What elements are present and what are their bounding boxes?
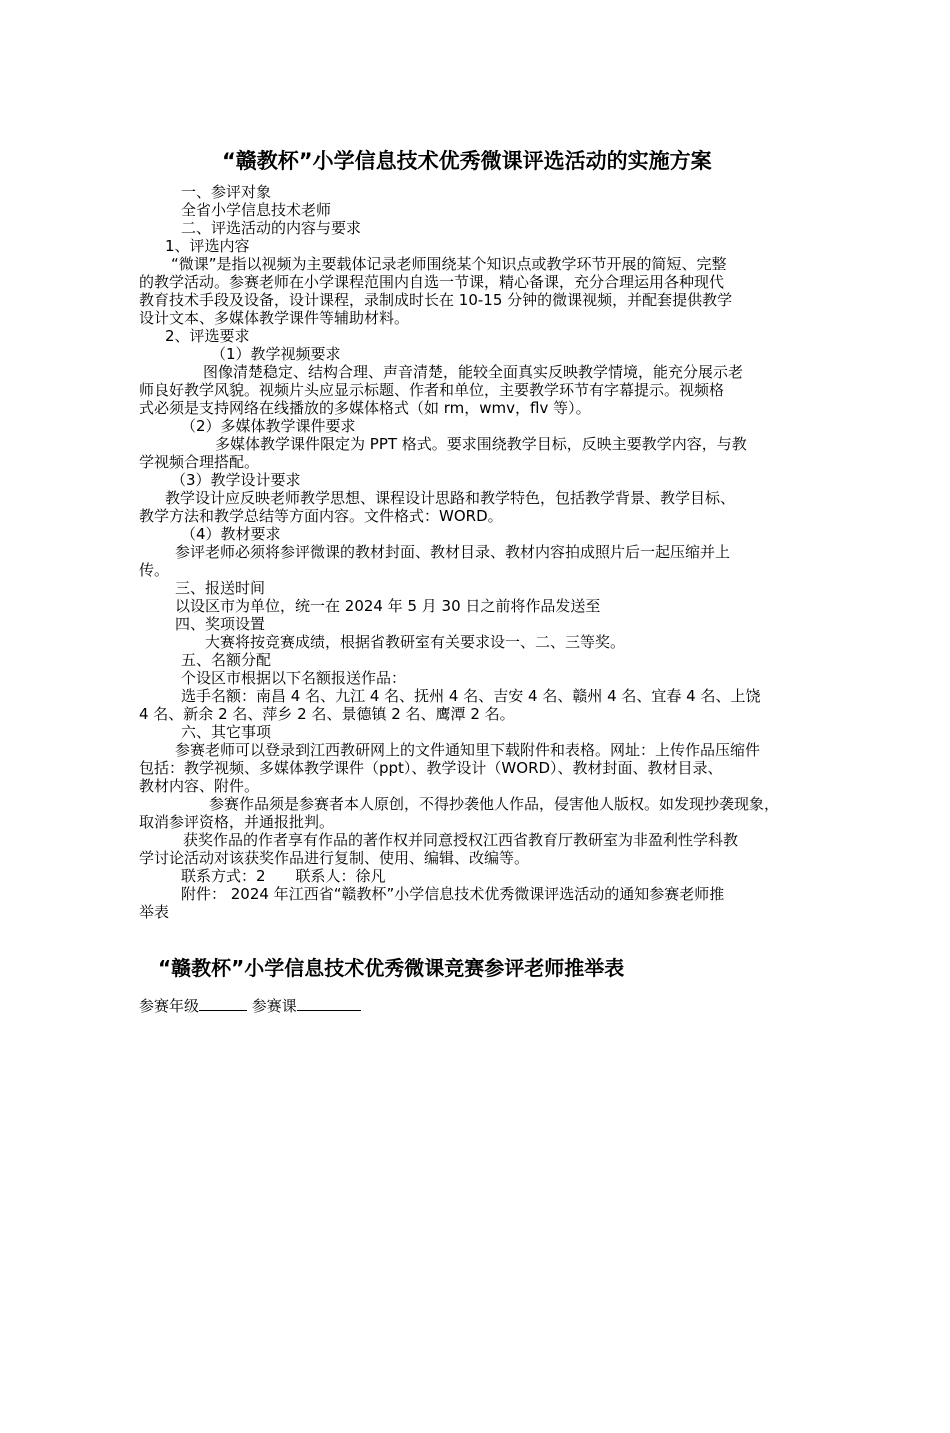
form-fields-row: [139, 996, 361, 1015]
paragraph-line: 学讨论活动对该获奖作品进行复制、使用、编辑、改编等。: [139, 849, 530, 867]
grade-label: 参赛年级: [139, 997, 200, 1015]
paragraph-line: 的教学活动。参赛老师在小学课程范围内自选一节课，精心备课，充分合理运用各种现代: [139, 273, 725, 291]
subsection-heading: 2、评选要求: [165, 327, 250, 345]
paragraph-line: 学视频合理搭配。: [139, 453, 260, 471]
subsection-heading: （1）教学视频要求: [211, 345, 341, 363]
paragraph-line: 图像清楚稳定、结构合理、声音清楚，能较全面真实反映教学情境，能充分展示老: [203, 363, 744, 381]
paragraph-line: 式必须是支持网络在线播放的多媒体格式（如 rm，wmv，flv 等）。: [139, 399, 591, 417]
document-title: “赣教杯”小学信息技术优秀微课评选活动的实施方案: [222, 149, 712, 173]
section-heading: 二、评选活动的内容与要求: [181, 219, 362, 237]
paragraph-line: 以设区市为单位，统一在 2024 年 5 月 30 日之前将作品发送至: [175, 597, 601, 615]
form-title: “赣教杯”小学信息技术优秀微课竞赛参评老师推举表: [158, 956, 625, 980]
grade-blank[interactable]: [199, 996, 247, 1011]
paragraph-line: 教材内容、附件。: [139, 777, 260, 795]
paragraph-line: 传。: [139, 561, 170, 579]
contact-line: 联系方式：2 联系人：徐凡: [181, 867, 386, 885]
subsection-heading: （4）教材要求: [181, 525, 281, 543]
paragraph-line: 获奖作品的作者享有作品的著作权并同意授权江西省教育厅教研室为非盈利性学科教: [183, 831, 739, 849]
paragraph-line: 参赛作品须是参赛者本人原创，不得抄袭他人作品，侵害他人版权。如发现抄袭现象，: [209, 795, 780, 813]
subsection-heading: （3）教学设计要求: [171, 471, 301, 489]
section-heading: 五、名额分配: [181, 651, 272, 669]
subsection-heading: （2）多媒体教学课件要求: [181, 417, 356, 435]
paragraph-line: 参评老师必须将参评微课的教材封面、教材目录、教材内容拍成照片后一起压缩并上: [175, 543, 731, 561]
paragraph-line: 选手名额：南昌 4 名、九江 4 名、抚州 4 名、吉安 4 名、赣州 4 名、宜春 4 名、上饶: [181, 687, 761, 705]
paragraph-line: 教学设计应反映老师教学思想、课程设计思路和教学特色，包括教学背景、教学目标、: [165, 489, 736, 507]
paragraph-line: “微课”是指以视频为主要载体记录老师围绕某个知识点或教学环节开展的简短、完整: [171, 255, 727, 273]
paragraph-line: 教育技术手段及设备，设计课程，录制成时长在 10-15 分钟的微课视频，并配套提供教学: [139, 291, 733, 309]
paragraph-line: 师良好教学风貌。视频片头应显示标题、作者和单位，主要教学环节有字幕提示。视频格: [139, 381, 725, 399]
paragraph-line: 包括：教学视频、多媒体教学课件（ppt）、教学设计（WORD）、教材封面、教材目录、: [139, 759, 723, 777]
paragraph-line: 4 名、新余 2 名、萍乡 2 名、景德镇 2 名、鹰潭 2 名。: [139, 705, 515, 723]
attachment-line: 附件： 2024 年江西省“赣教杯”小学信息技术优秀微课评选活动的通知参赛老师推: [181, 885, 725, 903]
course-label: 参赛课: [251, 997, 297, 1015]
section-heading: 一、参评对象: [181, 183, 272, 201]
section-heading: 四、奖项设置: [175, 615, 266, 633]
paragraph-line: 参赛老师可以登录到江西教研网上的文件通知里下载附件和表格。网址：上传作品压缩件: [175, 741, 761, 759]
paragraph-line: 取消参评资格，并通报批判。: [139, 813, 335, 831]
paragraph-line: 多媒体教学课件限定为 PPT 格式。要求围绕教学目标，反映主要教学内容，与教: [215, 435, 747, 453]
paragraph-line: 教学方法和教学总结等方面内容。文件格式：WORD。: [139, 507, 503, 525]
attachment-line: 举表: [139, 903, 170, 921]
paragraph-line: 设计文本、多媒体教学课件等辅助材料。: [139, 309, 410, 327]
section-heading: 六、其它事项: [181, 723, 272, 741]
paragraph-line: 个设区市根据以下名额报送作品：: [181, 669, 407, 687]
section-heading: 三、报送时间: [175, 579, 266, 597]
paragraph-line: 全省小学信息技术老师: [181, 201, 332, 219]
subsection-heading: 1、评选内容: [165, 237, 250, 255]
course-blank[interactable]: [297, 996, 361, 1011]
paragraph-line: 大赛将按竞赛成绩，根据省教研室有关要求设一、二、三等奖。: [205, 633, 626, 651]
